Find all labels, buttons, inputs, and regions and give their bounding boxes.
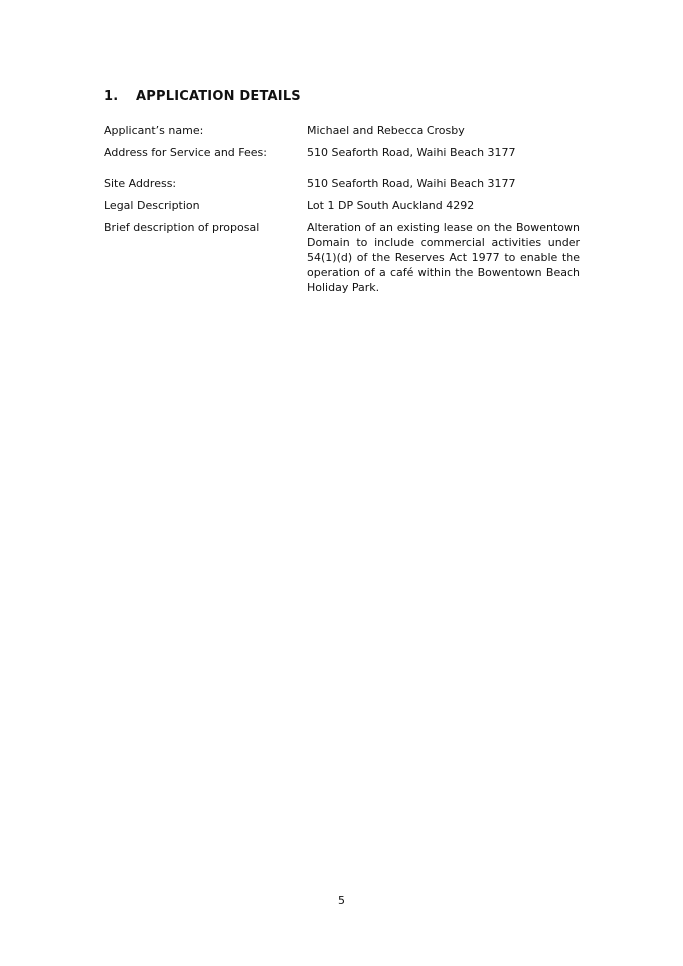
application-details-table: [104, 123, 580, 295]
site-address-value: 510 Seaforth Road, Waihi Beach 3177: [307, 177, 516, 190]
address-for-service-label: Address for Service and Fees:: [104, 146, 267, 159]
site-address-label: Site Address:: [104, 177, 177, 190]
legal-description-label: Legal Description: [104, 199, 200, 212]
section-title: APPLICATION DETAILS: [136, 89, 301, 104]
detail-row-site-address: [104, 176, 580, 191]
proposal-label: Brief description of proposal: [104, 221, 260, 234]
section-number: 1.: [104, 89, 119, 104]
section-heading: [104, 89, 301, 104]
detail-row-address-for-service: [104, 145, 580, 160]
detail-row-applicant-name: [104, 123, 580, 138]
address-for-service-value: 510 Seaforth Road, Waihi Beach 3177: [307, 146, 516, 159]
legal-description-value: Lot 1 DP South Auckland 4292: [307, 199, 475, 212]
proposal-value: Alteration of an existing lease on the Bowentown Domain to include commercial activities under 54(1)(d) of the Reserves Act 1977 to enable the operation of a café within the Bowentown Beach Holiday Park.: [307, 221, 580, 294]
page-number: 5: [338, 894, 345, 907]
applicant-name-value: Michael and Rebecca Crosby: [307, 124, 465, 137]
detail-row-legal-description: [104, 198, 580, 213]
applicant-name-label: Applicant’s name:: [104, 124, 204, 137]
detail-row-proposal: [104, 220, 580, 295]
